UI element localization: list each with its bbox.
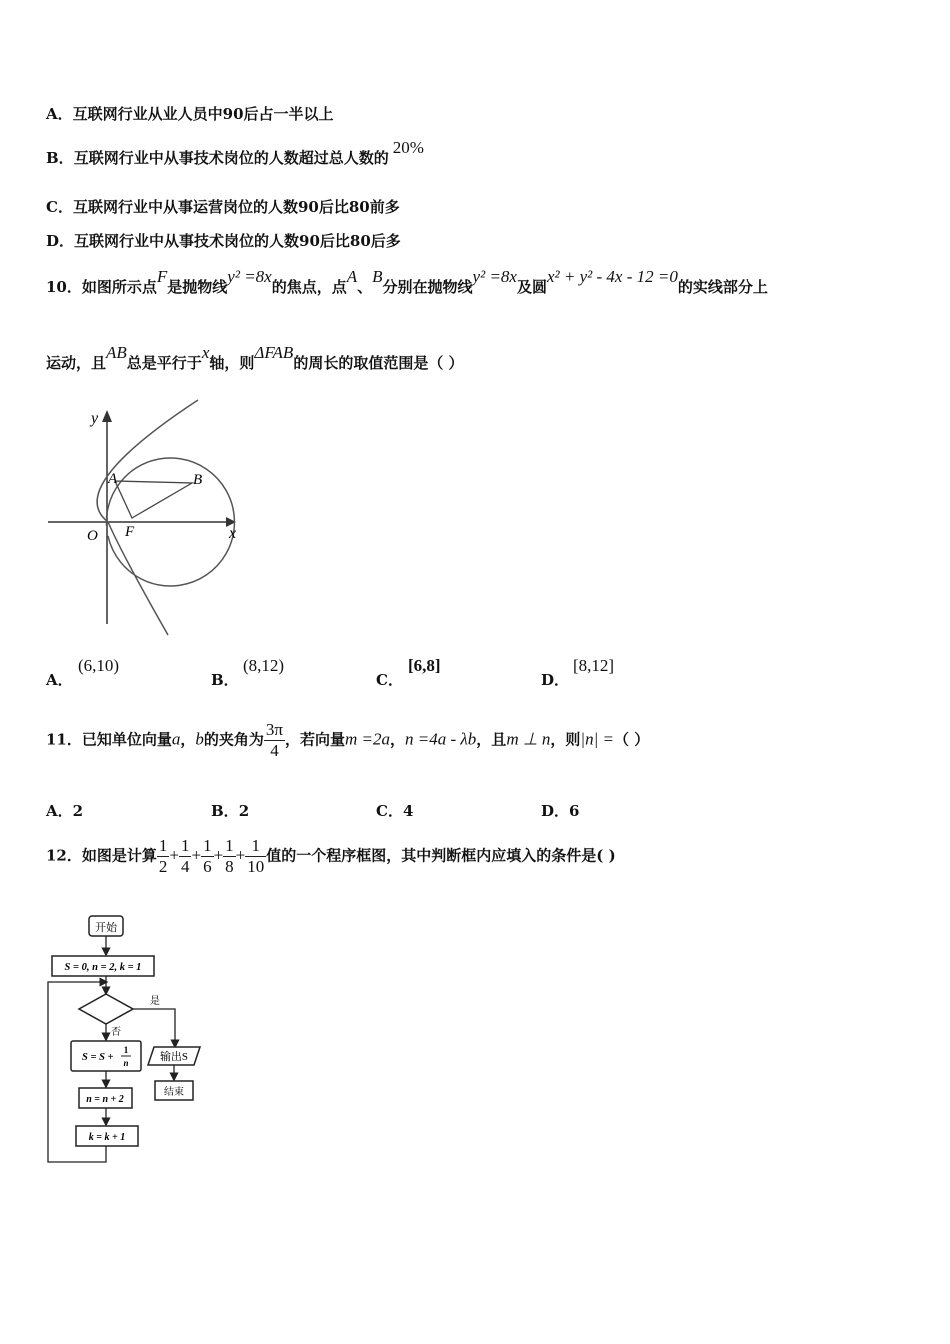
q10-option-b-value: (8,12) [243,656,285,675]
q10-stem-line1 [46,267,768,297]
fraction-numerator: 1 [158,836,168,855]
fig-label-x: x [229,525,237,542]
option-value: 6 [569,802,580,820]
sum-fraction-4 [223,836,236,877]
flow-update-s-label: S = S + [82,1052,114,1063]
option-text: 互联网行业中从事运营岗位的人数90后比80前多 [72,198,400,216]
q11-option-b [211,800,249,821]
angle-fraction [264,720,285,761]
triangle-fab: ΔFAB [254,343,294,362]
fig-label-y: y [91,410,99,427]
x-axis-label: x [201,343,210,362]
q9-option-d [46,230,401,251]
q10-stem-line2 [46,343,464,373]
stem-text: 的实线部分上 [677,278,768,296]
question-number: 12． [46,846,82,865]
sum-fraction-1 [157,836,170,877]
flow-start-label: 开始 [95,922,117,934]
fraction-numerator: 3π [265,720,284,739]
q10-option-b-letter: B． [211,671,239,689]
q10-option-a-letter: A． [46,671,73,689]
plus-sign: + [169,845,179,865]
q11-stem [46,720,649,761]
flow-init-label: S = 0, n = 2, k = 1 [64,962,142,973]
q10-option-d-letter: D． [541,671,570,689]
option-letter: D． [46,232,75,250]
question-number: 11． [46,730,82,749]
fig-label-o: O [87,528,98,544]
stem-text: ，且 [476,730,507,749]
flow-yes-label: 是 [150,996,160,1007]
flow-decision-diamond [79,994,133,1024]
vector-a: a [171,729,181,749]
stem-text: 已知单位向量 [81,730,172,749]
segment-ab: AB [106,343,127,362]
sum-fraction-3 [201,836,214,877]
fraction-denominator: 4 [180,857,190,876]
circle-equation: x² + y² - 4x - 12 =0 [546,267,678,286]
option-letter: C． [46,198,73,216]
stem-text: 的夹角为 [203,730,264,749]
question-number: 10． [46,278,82,296]
option-text: 互联网行业中从事技术岗位的人数90后比80后多 [74,232,401,250]
stem-text: 的周长的取值范围是（ ） [293,354,464,372]
fraction-numerator: 1 [245,836,266,857]
y-axis-arrow-icon [102,410,112,422]
q12-flowchart [44,912,214,1167]
option-value: 2 [72,802,84,820]
stem-text: 分别在抛物线 [382,278,473,296]
option-letter: B． [211,802,239,820]
fig-label-a: A [108,471,118,487]
fig-label-f: F [125,524,135,540]
option-value: 2 [238,802,250,820]
fraction-denominator: 6 [203,857,212,876]
fraction-denominator: 2 [158,857,168,876]
parabola-curve [97,400,198,635]
q9-option-c [46,196,400,217]
flow-update-k-label: k = k + 1 [88,1132,126,1143]
q11-option-a [46,800,83,821]
triangle-fab-lines [115,481,192,518]
q10-option-d-value: [8,12] [573,656,615,675]
flow-output-label: 输出S [159,1051,189,1063]
q10-option-c-value: [6,8] [408,656,441,675]
point-b: B [372,267,383,286]
fraction-denominator: 8 [225,857,234,876]
stem-text: ， [390,730,406,749]
stem-text: ， [180,730,196,749]
fraction-numerator: 1 [225,836,234,855]
vector-b: b [195,729,204,749]
option-letter: C． [376,802,403,820]
stem-text: 轴，则 [209,354,255,372]
stem-text: ，若向量 [285,730,346,749]
stem-text: ，则 [550,730,581,749]
plus-sign: + [235,845,246,865]
q9-option-b [46,138,424,168]
parabola-equation: y² =8x [472,267,517,286]
sum-fraction-2 [179,836,192,877]
q9-option-a [46,103,334,124]
option-letter: A． [46,802,73,820]
fraction-numerator: 1 [180,836,190,855]
stem-text: 、 [357,278,373,296]
option-letter: D． [541,802,570,820]
point-a: A [346,267,358,286]
stem-text: 总是平行于 [126,354,202,372]
stem-text: 如图所示点 [81,278,157,296]
sum-fraction-5 [245,836,266,877]
q10-option-c-letter: C． [376,671,403,689]
flow-end-label: 结束 [164,1087,184,1098]
option-letter: B． [46,149,74,167]
stem-text: （ ） [614,730,650,749]
fraction-denominator: 4 [270,741,279,760]
stem-text: 是抛物线 [167,278,228,296]
option-text: 互联网行业从业人员中90后占一半以上 [72,105,334,123]
q10-figure [44,398,254,643]
q11-option-d [541,800,579,821]
norm-n: |n| = [580,729,614,749]
flow-no-label: 否 [111,1027,121,1038]
q10-option-a-value: (6,10) [78,656,120,675]
q12-stem [46,836,616,877]
option-letter: A． [46,105,73,123]
parabola-equation: y² =8x [227,267,272,286]
stem-text: 如图是计算 [81,846,157,865]
q11-option-c [376,800,413,821]
flow-frac-num: 1 [123,1045,129,1055]
stem-text: 运动，且 [46,354,107,372]
option-value: 4 [402,802,414,820]
stem-text: 的焦点，点 [271,278,347,296]
flow-frac-den: n [123,1058,129,1068]
plus-sign: + [191,845,202,865]
stem-text: 及圆 [516,278,547,296]
fig-label-b: B [193,472,203,488]
vector-m-definition: m =2a [345,729,391,749]
stem-text: 值的一个程序框图，其中判断框内应填入的条件是( ) [266,846,616,865]
vector-n-definition: n =4a - λb [405,729,477,749]
option-text: 互联网行业中从事技术岗位的人数超过总人数的 [73,149,389,167]
fraction-denominator: 10 [247,857,265,876]
fraction-numerator: 1 [203,836,212,855]
option-math: 20% [392,138,424,157]
flow-update-n-label: n = n + 2 [86,1094,124,1105]
perpendicular-condition: m ⊥ n [506,729,551,749]
point-f: F [156,267,168,286]
plus-sign: + [213,845,224,865]
